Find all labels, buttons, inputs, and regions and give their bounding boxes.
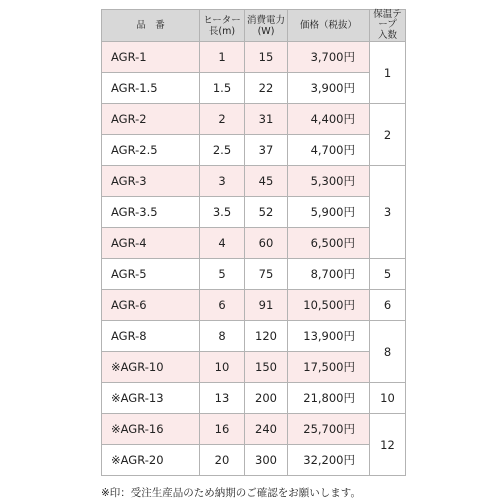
power-cell: 75 xyxy=(245,259,288,290)
length-cell: 3 xyxy=(200,166,245,197)
table-body xyxy=(102,42,406,476)
price-cell: 3,900円 xyxy=(288,73,370,104)
price-cell: 4,700円 xyxy=(288,135,370,166)
model-cell: AGR-3.5 xyxy=(102,197,200,228)
power-cell: 15 xyxy=(245,42,288,73)
model-cell: ※AGR-16 xyxy=(102,414,200,445)
power-cell: 150 xyxy=(245,352,288,383)
length-cell: 10 xyxy=(200,352,245,383)
power-cell: 240 xyxy=(245,414,288,445)
power-cell: 37 xyxy=(245,135,288,166)
header-qty xyxy=(370,10,406,42)
table-row xyxy=(102,414,406,445)
model-cell: AGR-2 xyxy=(102,104,200,135)
length-cell: 20 xyxy=(200,445,245,476)
price-cell: 25,700円 xyxy=(288,414,370,445)
header-qty-line2: 入数 xyxy=(377,30,397,41)
length-cell: 1.5 xyxy=(200,73,245,104)
table-row xyxy=(102,383,406,414)
qty-cell: 8 xyxy=(370,321,406,383)
power-cell: 45 xyxy=(245,166,288,197)
model-cell: AGR-1 xyxy=(102,42,200,73)
table-row xyxy=(102,135,406,166)
price-cell: 4,400円 xyxy=(288,104,370,135)
power-cell: 91 xyxy=(245,290,288,321)
price-cell: 6,500円 xyxy=(288,228,370,259)
header-price: 価格（税抜） xyxy=(288,10,370,42)
header-model: 品 番 xyxy=(102,10,200,42)
table-row xyxy=(102,197,406,228)
length-cell: 8 xyxy=(200,321,245,352)
price-cell: 32,200円 xyxy=(288,445,370,476)
length-cell: 13 xyxy=(200,383,245,414)
qty-cell: 6 xyxy=(370,290,406,321)
power-cell: 60 xyxy=(245,228,288,259)
power-cell: 200 xyxy=(245,383,288,414)
header-qty-line1: 保温テープ xyxy=(373,9,402,30)
length-cell: 5 xyxy=(200,259,245,290)
model-cell: AGR-6 xyxy=(102,290,200,321)
model-cell: AGR-8 xyxy=(102,321,200,352)
power-cell: 31 xyxy=(245,104,288,135)
model-cell: ※AGR-13 xyxy=(102,383,200,414)
length-cell: 2.5 xyxy=(200,135,245,166)
qty-cell: 3 xyxy=(370,166,406,259)
price-cell: 21,800円 xyxy=(288,383,370,414)
length-cell: 16 xyxy=(200,414,245,445)
length-cell: 3.5 xyxy=(200,197,245,228)
footnote: ※印：受注生産品のため納期のご確認をお願いします。 xyxy=(101,487,361,499)
model-cell: ※AGR-10 xyxy=(102,352,200,383)
model-cell: AGR-4 xyxy=(102,228,200,259)
table-row xyxy=(102,352,406,383)
model-cell: AGR-2.5 xyxy=(102,135,200,166)
length-cell: 1 xyxy=(200,42,245,73)
length-cell: 4 xyxy=(200,228,245,259)
price-cell: 10,500円 xyxy=(288,290,370,321)
qty-cell: 12 xyxy=(370,414,406,476)
qty-cell: 10 xyxy=(370,383,406,414)
power-cell: 52 xyxy=(245,197,288,228)
header-power: 消費電力(W) xyxy=(245,10,288,42)
qty-cell: 1 xyxy=(370,42,406,104)
header-length: ヒーター長(m) xyxy=(200,10,245,42)
table-row xyxy=(102,73,406,104)
power-cell: 120 xyxy=(245,321,288,352)
price-cell: 5,900円 xyxy=(288,197,370,228)
qty-cell: 5 xyxy=(370,259,406,290)
price-table xyxy=(101,9,406,476)
model-cell: AGR-3 xyxy=(102,166,200,197)
table-row xyxy=(102,228,406,259)
price-cell: 13,900円 xyxy=(288,321,370,352)
model-cell: ※AGR-20 xyxy=(102,445,200,476)
table-row xyxy=(102,166,406,197)
power-cell: 300 xyxy=(245,445,288,476)
price-cell: 5,300円 xyxy=(288,166,370,197)
table-row xyxy=(102,259,406,290)
table-row xyxy=(102,321,406,352)
table-row xyxy=(102,104,406,135)
table-row xyxy=(102,290,406,321)
table-row xyxy=(102,445,406,476)
price-cell: 17,500円 xyxy=(288,352,370,383)
price-cell: 3,700円 xyxy=(288,42,370,73)
power-cell: 22 xyxy=(245,73,288,104)
length-cell: 2 xyxy=(200,104,245,135)
model-cell: AGR-5 xyxy=(102,259,200,290)
qty-cell: 2 xyxy=(370,104,406,166)
price-cell: 8,700円 xyxy=(288,259,370,290)
length-cell: 6 xyxy=(200,290,245,321)
table-header-row xyxy=(102,10,406,42)
model-cell: AGR-1.5 xyxy=(102,73,200,104)
table-row xyxy=(102,42,406,73)
